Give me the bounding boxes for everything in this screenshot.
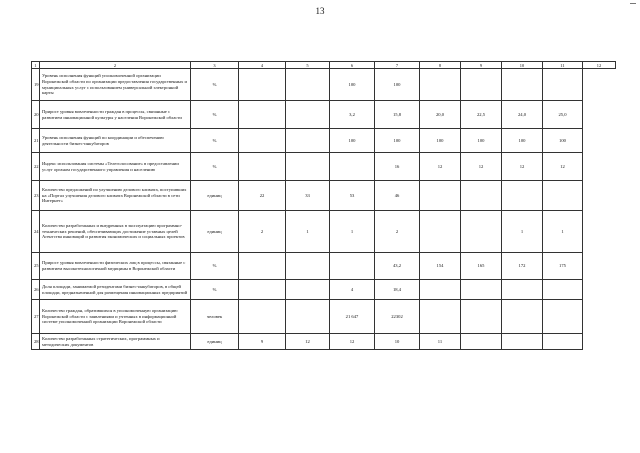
value-cell: 53	[330, 181, 375, 211]
unit-cell: %	[191, 101, 239, 129]
value-cell: 100	[375, 129, 420, 153]
unit-cell: %	[191, 253, 239, 280]
header-cell: 4	[239, 62, 286, 69]
value-cell: 2	[375, 211, 420, 253]
value-cell: 12	[420, 153, 461, 181]
table-row	[32, 334, 616, 350]
value-cell	[502, 181, 543, 211]
value-cell: 100	[420, 129, 461, 153]
header-cell: 12	[583, 62, 616, 69]
value-cell	[502, 334, 543, 350]
value-cell	[286, 153, 330, 181]
header-cell: 9	[461, 62, 502, 69]
unit-cell: единиц	[191, 334, 239, 350]
value-cell: 100	[543, 129, 583, 153]
value-cell	[461, 211, 502, 253]
table-row	[32, 129, 616, 153]
value-cell: 16	[375, 153, 420, 181]
value-cell: 165	[461, 253, 502, 280]
header-cell: 8	[420, 62, 461, 69]
value-cell	[461, 280, 502, 300]
page-number: 13	[315, 6, 325, 16]
value-cell	[543, 280, 583, 300]
value-cell	[420, 300, 461, 334]
table-row	[32, 101, 616, 129]
value-cell	[461, 300, 502, 334]
value-cell	[420, 280, 461, 300]
indicator-name-cell: Количество разработанных и внедренных в эксплуатацию программно-технических решений, обеспечивающих достижение уставных целей Агентства инноваций и развития экономических и социальных проектов	[40, 211, 191, 253]
row-number-cell: 21	[32, 129, 40, 153]
value-cell	[286, 280, 330, 300]
value-cell	[502, 69, 543, 101]
table-row	[32, 211, 616, 253]
header-cell: 1	[32, 62, 40, 69]
table-row	[32, 69, 616, 101]
indicator-name-cell: Количество граждан, обратившихся в уполномоченную организацию Воронежской области с заявлениями и учтенных в информационной системе уполномоченной организации Воронежской области	[40, 300, 191, 334]
value-cell: 100	[330, 69, 375, 101]
value-cell: 12	[543, 153, 583, 181]
value-cell	[239, 253, 286, 280]
value-cell	[239, 101, 286, 129]
row-number-cell: 19	[32, 69, 40, 101]
value-cell: 1	[330, 211, 375, 253]
value-cell: 100	[461, 129, 502, 153]
value-cell: 10	[375, 334, 420, 350]
value-cell: 12	[461, 153, 502, 181]
unit-cell: единиц	[191, 211, 239, 253]
value-cell: 172	[502, 253, 543, 280]
value-cell: 33	[286, 181, 330, 211]
indicator-name-cell: Уровень исполнения функций уполномоченной организации Воронежской области по организации предоставления государственных и муниципальных услуг с использованием универсальной электронной карты	[40, 69, 191, 101]
value-cell	[239, 300, 286, 334]
value-cell	[286, 101, 330, 129]
value-cell	[239, 153, 286, 181]
value-cell: 25,0	[543, 101, 583, 129]
value-cell: 12	[286, 334, 330, 350]
indicator-name-cell: Прирост уровня вовлеченности физических лиц в процессы, связанные с развитием высокотехнологичной медицины в Воронежской области	[40, 253, 191, 280]
value-cell: 100	[502, 129, 543, 153]
value-cell	[239, 280, 286, 300]
value-cell: 11	[420, 334, 461, 350]
unit-cell: %	[191, 280, 239, 300]
unit-cell: единиц	[191, 181, 239, 211]
value-cell	[461, 334, 502, 350]
value-cell: 15,8	[375, 101, 420, 129]
indicator-name-cell: Индекс использования системы «Телеголосование» в предоставлении услуг органам государственного управления и населению	[40, 153, 191, 181]
value-cell: 12	[330, 334, 375, 350]
value-cell	[286, 253, 330, 280]
value-cell	[461, 69, 502, 101]
header-cell: 6	[330, 62, 375, 69]
value-cell	[502, 280, 543, 300]
value-cell: 43,2	[375, 253, 420, 280]
header-cell: 5	[286, 62, 330, 69]
value-cell	[239, 69, 286, 101]
value-cell	[420, 181, 461, 211]
value-cell: 20,0	[420, 101, 461, 129]
value-cell	[420, 211, 461, 253]
header-cell: 3	[191, 62, 239, 69]
unit-cell: %	[191, 129, 239, 153]
value-cell: 21 647	[330, 300, 375, 334]
header-cell: 2	[40, 62, 191, 69]
row-number-cell: 27	[32, 300, 40, 334]
value-cell: 1	[543, 211, 583, 253]
unit-cell: %	[191, 69, 239, 101]
row-number-cell: 22	[32, 153, 40, 181]
value-cell	[543, 334, 583, 350]
row-number-cell: 28	[32, 334, 40, 350]
value-cell: 18,4	[375, 280, 420, 300]
indicator-name-cell: Доля площади, занимаемой резидентами бизнес-инкубаторов, в общей площади, предназначенной для размещения инновационных предприятий	[40, 280, 191, 300]
value-cell: 22302	[375, 300, 420, 334]
value-cell: 1	[286, 211, 330, 253]
row-number-cell: 24	[32, 211, 40, 253]
value-cell: 24,0	[502, 101, 543, 129]
value-cell: 22	[239, 181, 286, 211]
value-cell: 9	[239, 334, 286, 350]
header-cell: 11	[543, 62, 583, 69]
indicators-table	[31, 61, 616, 350]
value-cell: 2	[239, 211, 286, 253]
value-cell	[543, 300, 583, 334]
row-number-cell: 23	[32, 181, 40, 211]
value-cell	[461, 181, 502, 211]
value-cell: 3,2	[330, 101, 375, 129]
table-row	[32, 280, 616, 300]
value-cell	[286, 129, 330, 153]
unit-cell: человек	[191, 300, 239, 334]
value-cell: 175	[543, 253, 583, 280]
indicator-name-cell: Уровень исполнения функций по координации и обеспечению деятельности бизнес-инкубаторов	[40, 129, 191, 153]
table-row	[32, 153, 616, 181]
value-cell: 1	[502, 211, 543, 253]
value-cell: 100	[375, 69, 420, 101]
table-row	[32, 300, 616, 334]
value-cell: 46	[375, 181, 420, 211]
table-row	[32, 253, 616, 280]
table-row	[32, 181, 616, 211]
value-cell: 4	[330, 280, 375, 300]
indicator-name-cell: Количество разработанных стратегических, программных и методических документов	[40, 334, 191, 350]
value-cell	[420, 69, 461, 101]
indicator-name-cell: Количество предложений по улучшению делового климата, поступивших на «Портал улучшения делового климата Воронежской области в сети Интернет»	[40, 181, 191, 211]
value-cell	[543, 181, 583, 211]
value-cell	[502, 300, 543, 334]
header-cell: 10	[502, 62, 543, 69]
value-cell	[286, 300, 330, 334]
corner-mark	[630, 0, 636, 4]
value-cell	[239, 129, 286, 153]
row-number-cell: 26	[32, 280, 40, 300]
indicator-name-cell: Прирост уровня вовлеченности граждан в процессы, связанные с развитием инновационной культуры у населения Воронежской области	[40, 101, 191, 129]
value-cell	[286, 69, 330, 101]
header-cell: 7	[375, 62, 420, 69]
table-header-row	[32, 62, 616, 69]
unit-cell: %	[191, 153, 239, 181]
value-cell: 154	[420, 253, 461, 280]
value-cell	[543, 69, 583, 101]
value-cell: 100	[330, 129, 375, 153]
value-cell	[330, 253, 375, 280]
row-number-cell: 25	[32, 253, 40, 280]
row-number-cell: 20	[32, 101, 40, 129]
value-cell: 22,5	[461, 101, 502, 129]
value-cell: 12	[502, 153, 543, 181]
value-cell	[330, 153, 375, 181]
